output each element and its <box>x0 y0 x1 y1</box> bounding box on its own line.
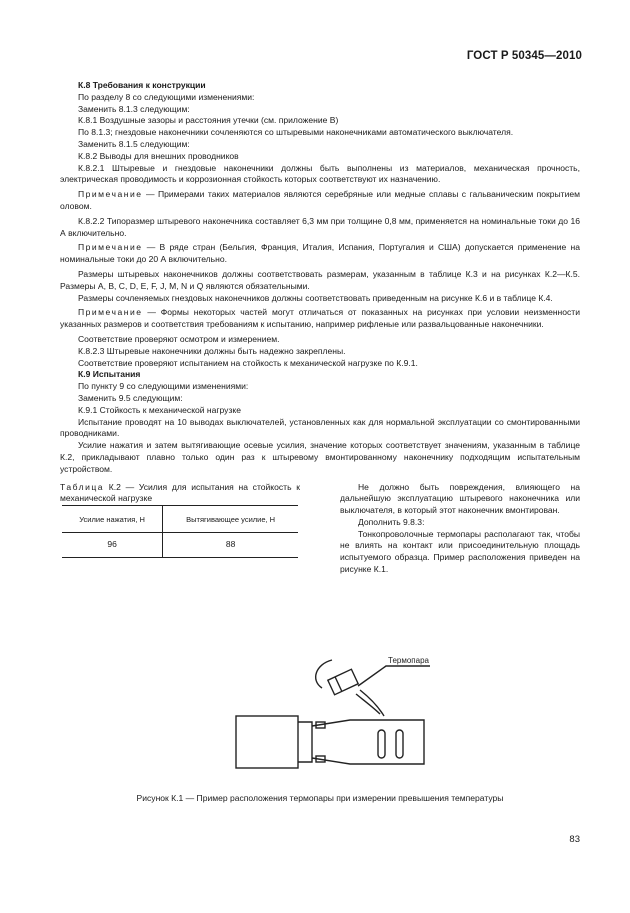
thermocouple-label: Термопара <box>388 656 429 665</box>
tab-slot <box>378 730 385 758</box>
connector-sleeve <box>298 722 312 762</box>
note <box>60 189 580 213</box>
page-content <box>60 80 580 586</box>
paragraph: Тонкопроволочные термопары располагают так, чтобы не влиять на контакт или присоединительную площадь испытуемого образца. Пример расположения приведен на рисунке К.1. <box>340 528 580 575</box>
figure-caption: Рисунок К.1 — Пример расположения термопары при измерении превышения температуры <box>136 792 504 803</box>
paragraph: Размеры сочленяемых гнездовых наконечников должны соответствовать приведенным на рисунке К.6 и в таблице К.4. <box>78 292 553 303</box>
paragraph: Заменить 8.1.5 следующим: <box>78 138 190 149</box>
paragraph: К.9.1 Стойкость к механической нагрузке <box>78 404 241 415</box>
note-text: — Формы некоторых частей могут отличаться от показанных на рисунках при условии неизменности указанных размеров и соответствия требованиям к испытанию, например рифленые или развальцованные наконечники. <box>60 307 580 330</box>
right-column-text <box>340 482 580 576</box>
paragraph: По пункту 9 со следующими изменениями: <box>78 381 249 392</box>
table-header-cell: Вытягивающее усилие, Н <box>163 506 298 533</box>
table-caption <box>60 482 300 506</box>
table-cell: 96 <box>62 533 163 558</box>
table-caption-label: Таблица <box>60 481 105 492</box>
table-k2 <box>62 505 298 558</box>
paragraph: Заменить 8.1.3 следующим: <box>78 103 190 114</box>
paragraph: Испытание проводят на 10 выводах выключателей, установленных как для нормальной эксплуатации со смонтированными проводниками. <box>60 416 580 439</box>
paragraph: К.8.2.3 Штыревые наконечники должны быть надежно закреплены. <box>78 345 346 356</box>
note-label: Примечание <box>78 189 143 200</box>
paragraph: По разделу 8 со следующими изменениями: <box>78 91 255 102</box>
paragraph: По 8.1.3; гнездовые наконечники сочленяются со штыревыми наконечниками автоматического выключателя. <box>78 127 514 138</box>
page-number: 83 <box>569 834 580 845</box>
paragraph: К.8.1 Воздушные зазоры и расстояния утечки (см. приложение В) <box>78 115 339 126</box>
note <box>60 242 580 266</box>
table-header-cell: Усилие нажатия, Н <box>62 506 163 533</box>
two-column-block <box>60 482 580 586</box>
paragraph: Усилие нажатия и затем вытягивающие осевые усилия, значение которых соответствует значениям, указанным в таблице К.2, прикладывают плавно только один раз к штыревому вмонтированному наконечнику подходящим испытательным устройством. <box>60 440 580 474</box>
paragraph: Соответствие проверяют осмотром и измерением. <box>78 333 280 344</box>
note <box>60 307 580 331</box>
paragraph: Не должно быть повреждения, влияющего на дальнейшую эксплуатацию штыревого наконечника или выключателя, в который этот наконечник вмонтирован. <box>340 481 580 516</box>
note-text: — Примерами таких материалов являются серебряные или медные сплавы с гальваническим покрытием оловом. <box>60 189 581 211</box>
table-row <box>62 533 298 558</box>
device-housing <box>236 716 298 768</box>
label-leader <box>358 666 430 686</box>
paragraph: К.8.2 Выводы для внешних проводников <box>78 150 239 161</box>
paragraph: К.8.2.1 Штыревые и гнездовые наконечники должны быть выполнены из материалов, механическая прочность, электрическая проводимость и коррозионная стойкость которых соответствуют их назначению. <box>60 162 580 185</box>
thermocouple-figure <box>228 650 438 785</box>
thermocouple-lead <box>360 690 384 716</box>
tab-body <box>312 720 424 764</box>
document-header: ГОСТ Р 50345—2010 <box>466 50 582 62</box>
paragraph: Дополнить 9.8.3: <box>358 516 425 527</box>
section-k9-title: К.9 Испытания <box>78 369 141 380</box>
note-text: — В ряде стран (Бельгия, Франция, Италия, Испания, Португалия и США) допускается применение на номинальные токи до 20 А включительно. <box>60 242 580 265</box>
paragraph: Размеры штыревых наконечников должны соответствовать размерам, указанным в таблице К.3 и на рисунках К.2—К.5. Размеры A, B, C, D, E, F, J, M, N и Q являются обязательными. <box>60 268 580 291</box>
paragraph: К.8.2.2 Типоразмер штыревого наконечника составляет 6,3 мм при толщине 0,8 мм, применяется на номинальные токи до 16 А включительно. <box>60 215 580 238</box>
table-caption-text: К.2 — Усилия для испытания на стойкость к механической нагрузке <box>60 481 300 504</box>
section-k8-title: К.8 Требования к конструкции <box>78 80 206 90</box>
paragraph: Заменить 9.5 следующим: <box>78 392 183 403</box>
note-label: Примечание <box>78 307 143 318</box>
thermocouple-body <box>328 669 358 694</box>
tab-slot <box>396 730 403 758</box>
thermocouple-band <box>335 677 342 692</box>
table-header-row <box>62 506 298 533</box>
paragraph: Соответствие проверяют испытанием на стойкость к механической нагрузке по К.9.1. <box>78 357 418 368</box>
table-block <box>60 482 300 559</box>
table-cell: 88 <box>163 533 298 558</box>
note-label: Примечание <box>78 242 143 253</box>
